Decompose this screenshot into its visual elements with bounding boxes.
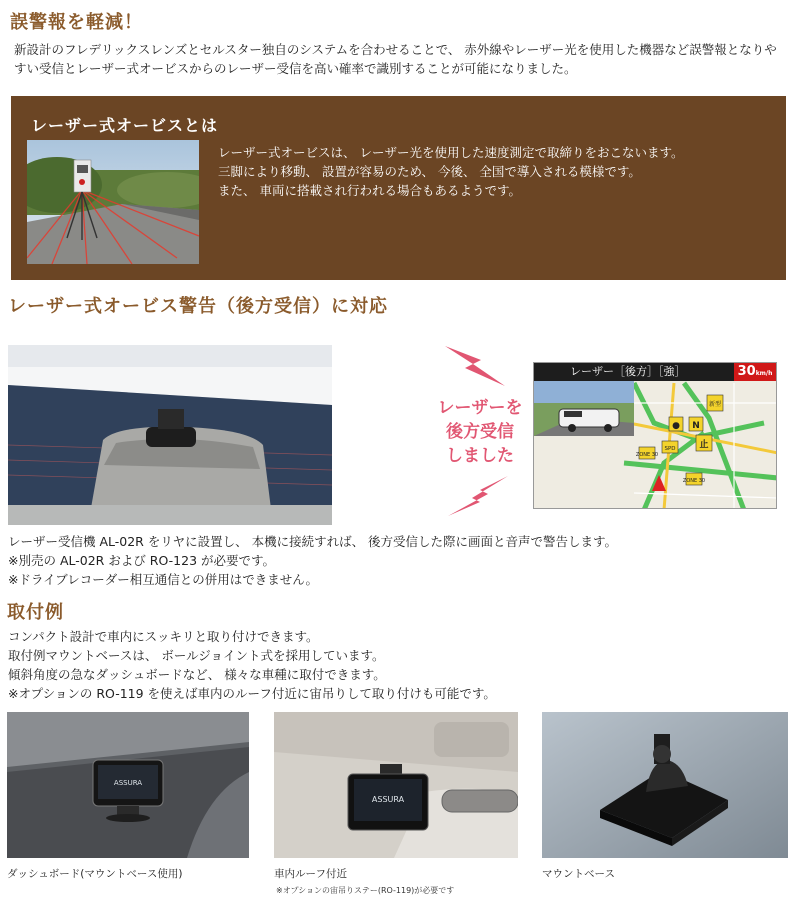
rear-window-receiver-photo — [8, 345, 332, 525]
caption-dashboard: ダッシュボード(マウントベース使用) — [7, 868, 183, 880]
warning-line: 後方受信 — [446, 422, 514, 442]
heading-false-alarm: 誤警報を軽減！ — [10, 12, 143, 33]
laser-orbis-description — [218, 143, 773, 200]
svg-text:●: ● — [672, 421, 680, 431]
orbis-line: レーザー式オービスは、 レーザー光を使用した速度測定で取締りをおこないます。 — [218, 145, 684, 160]
description-line: ※ドライブレコーダー相互通信との併用はできません。 — [8, 572, 318, 587]
nav-speed-unit: km/h — [755, 370, 773, 377]
description-line: ※オプションの RO-119 を使えば車内のルーフ付近に宙吊りして取り付けも可能です。 — [8, 686, 496, 701]
map-label-spd: SPD — [664, 446, 676, 452]
dashboard-install-photo — [7, 712, 249, 858]
rear-laser-warning-text — [420, 396, 540, 468]
description-line: 取付例マウントベースは、 ボールジョイント式を採用しています。 — [8, 648, 385, 663]
roof-install-photo — [274, 712, 518, 858]
warning-line: レーザーを — [437, 398, 523, 418]
caption-roof-note: ※オプションの宙吊りステー(RO-119)が必要です — [276, 886, 455, 895]
rear-reception-description — [8, 532, 788, 589]
device-brand-label: ASSURA — [371, 795, 405, 804]
map-label-new: 新型 — [708, 401, 722, 408]
false-alarm-description: 新設計のフレデリックスレンズとセルスター独自のシステムを合わせることで、 赤外線やレーザー光を使用した機器など誤警報となりやすい受信とレーザー式オービスからのレーザー受信を高い確率で識別することが可能になりました。 — [14, 42, 777, 76]
mount-base-photo — [542, 712, 788, 858]
heading-installation-examples: 取付例 — [7, 602, 64, 623]
lightning-bolt-icon — [445, 346, 505, 386]
laser-orbis-info-panel — [11, 96, 786, 280]
device-brand-label: ASSURA — [113, 779, 143, 787]
map-label-zone: ZONE 30 — [682, 478, 706, 484]
map-label-stop: 止 — [699, 440, 709, 450]
orbis-line: また、 車両に搭載され行われる場合もあるようです。 — [218, 183, 521, 198]
laser-orbis-panel-title: レーザー式オービスとは — [31, 116, 219, 135]
nav-speed-badge — [734, 363, 776, 381]
installation-description — [8, 627, 788, 703]
description-line: コンパクト設計で車内にスッキリと取り付けできます。 — [8, 629, 319, 644]
warning-line: しました — [446, 446, 514, 466]
map-label-zone: ZONE 30 — [635, 452, 659, 458]
description-line: レーザー受信機 AL-02R をリヤに設置し、 本機に接続すれば、 後方受信した際に画面と音声で警告します。 — [8, 534, 618, 549]
caption-mount-base: マウントベース — [542, 868, 615, 880]
orbis-line: 三脚により移動、 設置が容易のため、 今後、 全国で導入される模様です。 — [218, 164, 641, 179]
laser-orbis-photo — [27, 140, 199, 264]
map-label-n: N — [692, 421, 700, 431]
nav-speed-value: 30 — [737, 364, 756, 379]
heading-rear-reception: レーザー式オービス警告（後方受信）に対応 — [8, 296, 388, 317]
nav-alert-header: レーザー［後方］［強］ — [534, 363, 776, 381]
caption-roof: 車内ルーフ付近 — [274, 868, 347, 880]
description-line: 傾斜角度の急なダッシュボードなど、 様々な車種に取付できます。 — [8, 667, 386, 682]
lightning-bolt-icon — [448, 476, 508, 516]
navigation-screen-display — [533, 362, 777, 509]
description-line: ※別売の AL-02R および RO-123 が必要です。 — [8, 553, 276, 568]
